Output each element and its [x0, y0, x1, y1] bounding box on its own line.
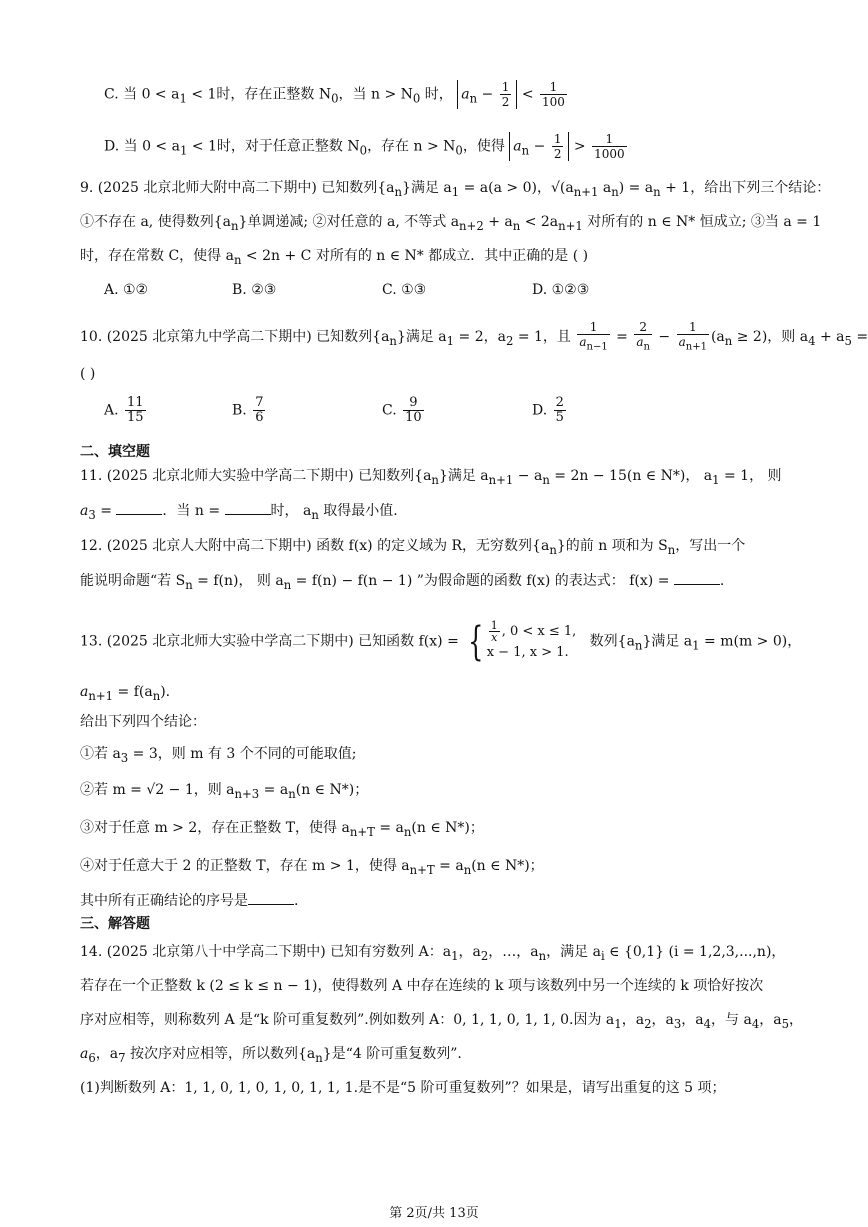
q10-option-b: B. $\frac{7}{6}$ [232, 395, 264, 425]
q12-line1: 12. (2025 北京人大附中高二下期中) 函数 f(x) 的定义域为 R，无穷数列$\{a_n\}$的前 n 项和为 $S_n$，写出一个 [80, 538, 746, 557]
q12-line2: 能说明命题“若 $S_n = f(n)$， 则 $a_n = f(n) - f(n - 1)$ ”为假命题的函数 f(x) 的表达式： f(x) = . [80, 570, 808, 595]
q13-conclusion-3: ③对于任意 m > 2，存在正整数 T，使得 $a_{n+T} = a_n(n$ ∈ N*)； [80, 820, 484, 839]
q14-line4: $a_6$，$a_7$ 按次序对应相等，所以数列$\{a_n\}$是“4 阶可重复数列”. [80, 1046, 462, 1065]
q9-line3: 时，存在常数 C，使得 $a_n < 2n + C$ 对所有的 n ∈ N* 都成立．其中正确的是 ( ) [80, 248, 589, 267]
answer-blank[interactable] [225, 500, 271, 515]
q10-line1: 10. (2025 北京第九中学高二下期中) 已知数列$\{a_n\}$满足 $a_1 = 2$，$a_2 = 1$，且 $\frac{1}{a_{n-1}}$ = $\frac{2}{a_n}$ − $\frac{1}{a_{n+1}}$ $(a_n \ge 2)$，则 $a_4 + a_5$ = [80, 320, 868, 353]
q9-line2: ①不存在 a, 使得数列$\{a_n\}$单调递减; ②对任意的 a, 不等式 $a_{n+2} + a_n < 2a_{n+1}$ 对所有的 n ∈ N* 恒成立; ③当 a = 1 [80, 214, 822, 233]
q9-option-a: A. ①② [104, 282, 149, 298]
section-heading-fill-blank: 二、填空题 [80, 444, 150, 460]
q10-option-c: C. $\frac{9}{10}$ [382, 395, 422, 425]
q11-line2: $a_3$ = ．当 n = 时， $a_n$ 取得最小值. [80, 500, 808, 525]
q14-part1: (1)判断数列 A：1, 1, 0, 1, 0, 1, 0, 1, 1, 1.是不是“5 阶可重复数列”？如果是，请写出重复的这 5 项； [80, 1080, 726, 1096]
q10-option-a: A. $\frac{11}{15}$ [104, 395, 144, 425]
q10-option-d: D. $\frac{2}{5}$ [532, 395, 564, 425]
q13-conclusion-1: ①若 $a_3 = 3$，则 m 有 3 个不同的可能取值; [80, 746, 357, 765]
section-heading-solve: 三、解答题 [80, 916, 150, 932]
answer-blank[interactable] [116, 500, 162, 515]
q13-answer-line: 其中所有正确结论的序号是 . [80, 890, 808, 911]
q9-line1: 9. (2025 北京北师大附中高二下期中) 已知数列$\{a_n\}$满足 $a_1 = a(a > 0)$，$√(a_{n+1}$ $a_n) = a_n + 1$，给出下列三个结论： [80, 180, 831, 199]
q14-line3: 序对应相等，则称数列 A 是“k 阶可重复数列”.例如数列 A：0, 1, 1, 0, 1, 1, 0.因为 $a_1$，$a_2$，$a_3$，$a_4$，与 $a_4$，$a_5$， [80, 1012, 804, 1031]
q13-line2: $a_{n+1} = f(a_n)$. [80, 684, 171, 703]
q13-conclusion-2: ②若 m = √2 − 1，则 $a_{n+3} = a_n(n$ ∈ N*)； [80, 782, 369, 801]
q9-option-b: B. ②③ [232, 282, 277, 298]
q13-conclusion-4: ④对于任意大于 2 的正整数 T，存在 m > 1，使得 $a_{n+T} = a_n(n$ ∈ N*)； [80, 858, 544, 877]
page-number: 第 2页/共 13页 [389, 1206, 479, 1221]
q14-line2: 若存在一个正整数 k (2 ≤ k ≤ n − 1)，使得数列 A 中存在连续的 k 项与该数列中另一个连续的 k 项恰好按次 [80, 978, 764, 994]
q9-option-d: D. ①②③ [532, 282, 590, 298]
q14-line1: 14. (2025 北京第八十中学高二下期中) 已知有穷数列 A：$a_1$，$a_2$，…，$a_n$，满足 $a_i$ ∈ {0,1} (i = 1,2,3,...,n)， [80, 944, 786, 963]
option-d: D. 当 $0 < a_1 < 1$时，对于任意正整数 $N_0$，存在 $n > N_0$，使得 $a_n$ − $\frac{1}{2}$ > $\frac{1}{1000}$ [104, 132, 625, 161]
q13-line1: 13. (2025 北京北师大实验中学高二下期中) 已知函数 f(x) = { $\frac{1}{x}$ , 0 < x ≤ 1, x − 1, x > 1. 数列$\{a_n\}$满足 $a_1 = m(m > 0)$， [80, 618, 802, 665]
q9-option-c: C. ①③ [382, 282, 427, 298]
q11-line1: 11. (2025 北京北师大实验中学高二下期中) 已知数列$\{a_n\}$满足 $a_{n+1} - a_n = 2n - 15(n$ ∈ N*)， $a_1 = 1$， 则 [80, 468, 782, 487]
q13-line3: 给出下列四个结论： [80, 714, 206, 730]
q10-paren: ( ) [80, 366, 96, 382]
answer-blank[interactable] [674, 570, 720, 585]
answer-blank[interactable] [248, 890, 294, 905]
option-c: C. 当 $0 < a_1 < 1$时，存在正整数 $N_0$，当 $n > N_0$ 时， $a_n$ − $\frac{1}{2}$ < $\frac{1}{100}$ [104, 80, 565, 109]
